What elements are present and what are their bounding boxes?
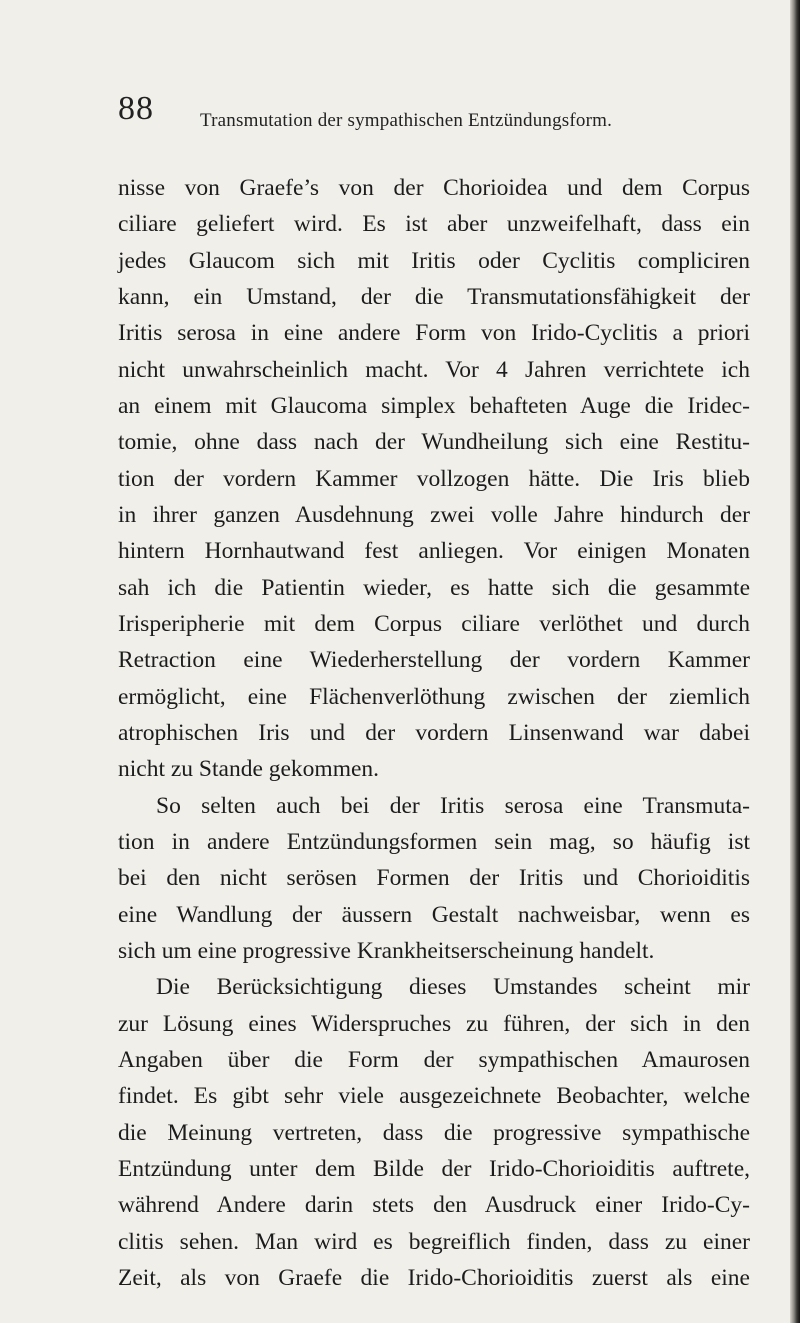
text-line: Retraction eine Wiederherstellung der vordern Kammer — [118, 647, 750, 674]
text-line: nisse von Graefe’s von der Chorioidea und dem Corpus — [118, 175, 750, 201]
text-line: tion der vordern Kammer vollzogen hätte. Die Iris blieb — [118, 465, 750, 492]
page-header — [118, 90, 678, 135]
text-line: Irisperipherie mit dem Corpus ciliare verlöthet und durch — [118, 610, 750, 637]
page-number: 88 — [118, 90, 154, 127]
text-line: sah ich die Patientin wieder, es hatte sich die gesammte — [118, 574, 750, 601]
text-line: in ihrer ganzen Ausdehnung zwei volle Jahre hindurch der — [118, 501, 750, 528]
text-line: bei den nicht serösen Formen der Iritis und Chorioiditis — [118, 865, 750, 892]
text-line: tion in andere Entzündungsformen sein mag, so häufig ist — [118, 828, 750, 855]
text-line: atrophischen Iris und der vordern Linsenwand war dabei — [118, 719, 750, 746]
text-line: clitis sehen. Man wird es begreiflich finden, dass zu einer — [118, 1228, 750, 1255]
text-line: während Andere darin stets den Ausdruck einer Irido-Cy- — [118, 1192, 750, 1219]
text-line: die Meinung vertreten, dass die progressive sympathische — [118, 1119, 750, 1146]
paragraph-end-line: nicht zu Stande gekommen. — [118, 756, 380, 783]
page-edge-shadow — [790, 0, 800, 1323]
text-line: tomie, ohne dass nach der Wundheilung sich eine Restitu- — [118, 429, 750, 456]
text-line: an einem mit Glaucoma simplex behafteten Auge die Iridec- — [118, 392, 750, 419]
body-text — [118, 170, 750, 1296]
text-line: kann, ein Umstand, der die Transmutationsfähigkeit der — [118, 283, 750, 310]
paragraph-start-line: Die Berücksichtigung dieses Umstandes scheint mir — [156, 974, 750, 1001]
text-line: eine Wandlung der äussern Gestalt nachweisbar, wenn es — [118, 901, 750, 928]
text-line: zur Lösung eines Widerspruches zu führen, der sich in den — [118, 1010, 750, 1037]
paragraph-end-line: sich um eine progressive Krankheitserscheinung handelt. — [118, 937, 655, 964]
text-line: ciliare geliefert wird. Es ist aber unzweifelhaft, dass ein — [118, 211, 750, 238]
text-line: ermöglicht, eine Flächenverlöthung zwischen der ziemlich — [118, 683, 750, 710]
text-line: Zeit, als von Graefe die Irido-Chorioiditis zuerst als eine — [118, 1264, 750, 1291]
text-line: Entzündung unter dem Bilde der Irido-Chorioiditis auftrete, — [118, 1155, 750, 1182]
text-line: hintern Hornhautwand fest anliegen. Vor einigen Monaten — [118, 538, 750, 565]
text-line: Angaben über die Form der sympathischen Amaurosen — [118, 1046, 750, 1073]
text-line: jedes Glaucom sich mit Iritis oder Cyclitis compliciren — [118, 247, 750, 274]
text-line: nicht unwahrscheinlich macht. Vor 4 Jahren verrichtete ich — [118, 356, 750, 383]
paragraph-start-line: So selten auch bei der Iritis serosa eine Transmuta- — [156, 792, 750, 819]
text-line: findet. Es gibt sehr viele ausgezeichnete Beobachter, welche — [118, 1083, 750, 1110]
text-line: Iritis serosa in eine andere Form von Irido-Cyclitis a priori — [118, 320, 750, 347]
running-head: Transmutation der sympathischen Entzündungsform. — [200, 110, 613, 131]
